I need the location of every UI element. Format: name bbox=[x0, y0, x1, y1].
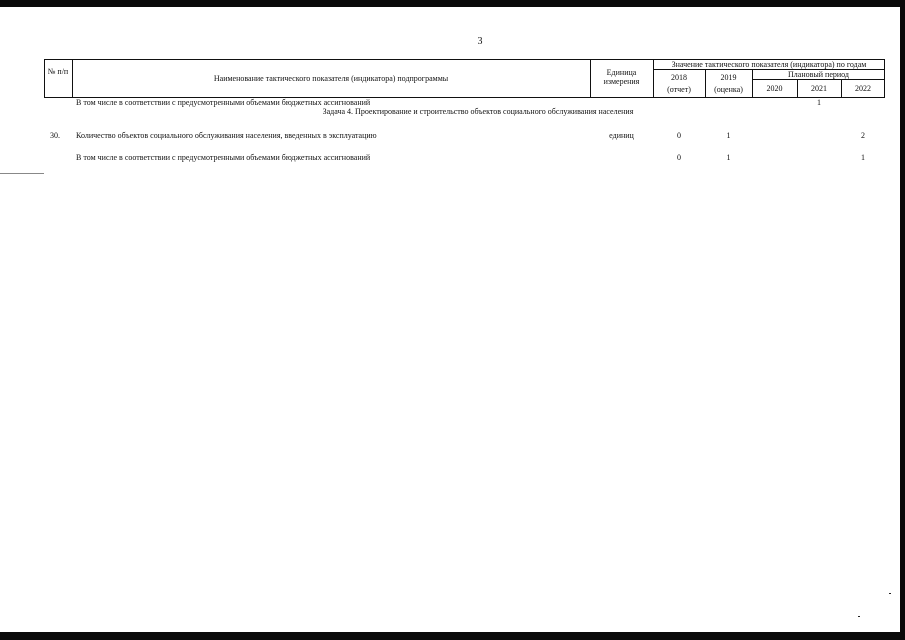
header-unit: Единица измерения bbox=[603, 68, 640, 86]
row-3-2022: 1 bbox=[861, 153, 865, 162]
header-num: № п/п bbox=[47, 67, 69, 76]
scan-border-right bbox=[900, 0, 905, 640]
row-2-2018: 0 bbox=[677, 131, 681, 140]
header-2020: 2020 bbox=[766, 84, 783, 93]
row-3-2018: 0 bbox=[677, 153, 681, 162]
row-2-2022: 2 bbox=[861, 131, 865, 140]
header-2021: 2021 bbox=[811, 84, 827, 93]
row-2-name: Количество объектов социального обслуживания населения, введенных в эксплуатацию bbox=[76, 131, 377, 140]
row-2-2019: 1 bbox=[726, 131, 731, 140]
scan-edge-mark bbox=[0, 173, 44, 174]
header-2018: 2018 bbox=[671, 73, 687, 82]
row-0-name: В том числе в соответствии с предусмотренными объемами бюджетных ассигнований bbox=[76, 98, 371, 107]
row-3-name: В том числе в соответствии с предусмотренными объемами бюджетных ассигнований bbox=[76, 153, 371, 162]
scan-speck bbox=[858, 616, 860, 617]
row-2-unit: единиц bbox=[609, 131, 634, 140]
row-0-2021: 1 bbox=[817, 98, 821, 107]
name-column-border bbox=[590, 59, 591, 97]
scan-border-bottom bbox=[0, 632, 905, 640]
page-number: 3 bbox=[477, 36, 483, 47]
header-2018-note: (отчет) bbox=[667, 85, 691, 94]
header-2019-note: (оценка) bbox=[714, 85, 743, 94]
table-left-border bbox=[44, 59, 45, 97]
scan-speck bbox=[889, 593, 891, 594]
header-planned-period: Плановый период bbox=[788, 70, 849, 79]
header-values-group: Значение тактического показателя (индикатора) по годам bbox=[671, 60, 867, 69]
row-2-num: 30. bbox=[50, 131, 60, 140]
row-3-2019: 1 bbox=[726, 153, 731, 162]
planned-period-divider bbox=[752, 79, 885, 80]
scan-border-top bbox=[0, 0, 905, 7]
header-2022: 2022 bbox=[855, 84, 871, 93]
header-name: Наименование тактического показателя (индикатора) подпрограммы bbox=[213, 74, 449, 83]
section-title: Задача 4. Проектирование и строительство объектов социального обслуживания населения bbox=[322, 107, 634, 116]
header-2019: 2019 bbox=[720, 73, 737, 82]
